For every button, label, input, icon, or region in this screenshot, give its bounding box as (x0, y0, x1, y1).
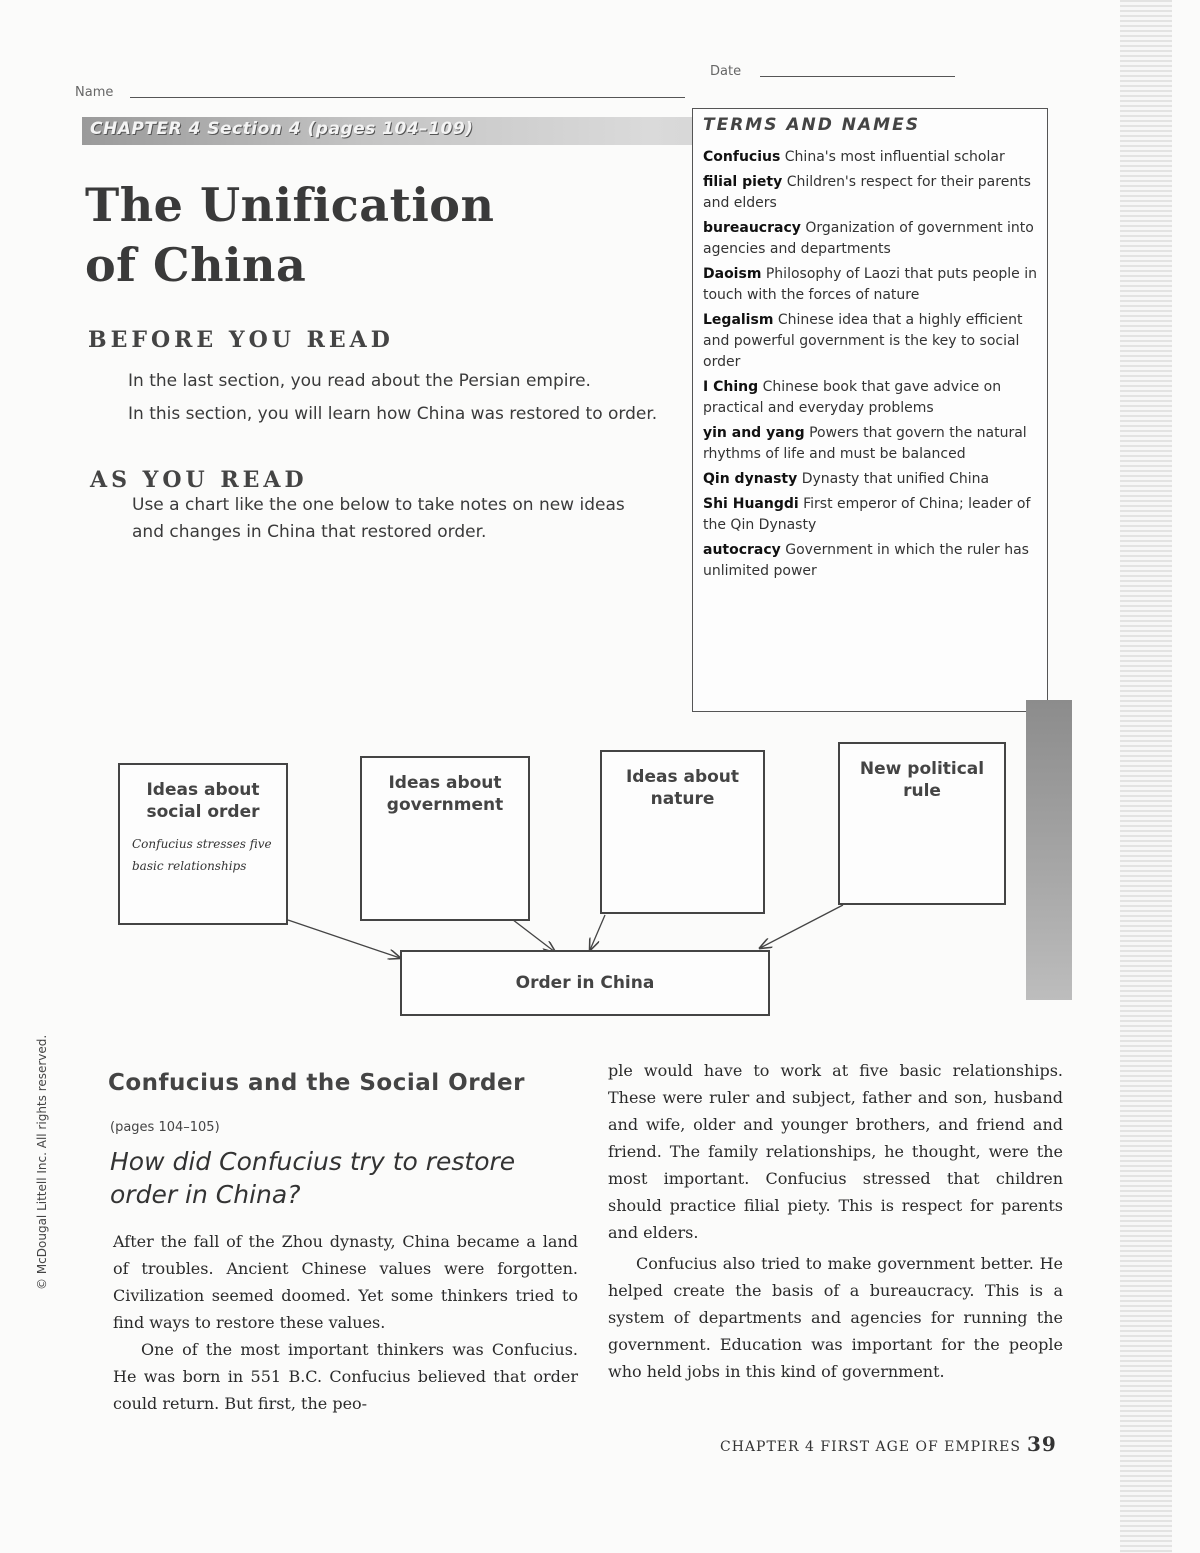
term-name: I Ching (703, 379, 759, 395)
title-line-2: of China (85, 238, 307, 292)
terms-and-names-heading: TERMS AND NAMES (703, 115, 920, 135)
section-title: Confucius and the Social Order (108, 1070, 525, 1096)
term-definition: Powers that govern the natural rhythms of life and must be balanced (703, 425, 1027, 462)
term-name: Qin dynasty (703, 471, 798, 487)
section-column-2 (608, 1057, 1063, 1385)
name-label: Name (75, 85, 114, 100)
chart-box-political-rule (838, 742, 1006, 905)
arrow-social-order (288, 920, 400, 958)
term-definition: Dynasty that unified China (801, 471, 990, 487)
chart-box-social-order-note: Confucius stresses five basic relationships (132, 837, 272, 873)
arrow-political-rule (760, 905, 843, 948)
term-definition: Chinese idea that a highly efficient and powerful government is the key to social order (703, 312, 1023, 370)
as-you-read-text: Use a chart like the one below to take notes on new ideas and changes in China that restored order. (132, 495, 625, 542)
section-pages: (pages 104–105) (110, 1120, 220, 1135)
page-number: 39 (1026, 1432, 1057, 1456)
term-definition: Organization of government into agencies and departments (703, 220, 1034, 257)
as-you-read-heading: AS YOU READ (90, 467, 308, 493)
term-name: Confucius (703, 149, 781, 165)
chart-box-nature-label: Ideas about nature (625, 767, 740, 809)
term-name: autocracy (703, 542, 781, 558)
chart-box-order-in-china-label: Order in China (515, 973, 655, 993)
chart-box-social-order-label: Ideas about social order (146, 780, 260, 822)
chart-box-social-order (118, 763, 288, 925)
footer-chapter-title: CHAPTER 4 FIRST AGE OF EMPIRES (720, 1439, 1021, 1455)
term-name: yin and yang (703, 425, 805, 441)
chart-box-nature (600, 750, 765, 914)
term-definition: Children's respect for their parents and elders (703, 174, 1031, 211)
before-you-read-heading: BEFORE YOU READ (88, 327, 394, 353)
chart-box-government (360, 756, 530, 921)
term-name: Daoism (703, 266, 762, 282)
section-question: How did Confucius try to restore order in China? (110, 1147, 516, 1209)
section-column-1 (113, 1228, 578, 1417)
column-2-paragraph-2: Confucius also tried to make government better. He helped create the basis of a bureaucracy. This is a system of departments and agencies for running the government. Education was important for the people who held jobs in this kind of government. (608, 1254, 1063, 1381)
column-1-paragraph-1: After the fall of the Zhou dynasty, China became a land of troubles. Ancient Chinese values were forgotten. Civilization seemed doomed. Yet some thinkers tried to find ways to restore these values. (113, 1232, 578, 1332)
chart-box-order-in-china (400, 950, 770, 1016)
term-name: filial piety (703, 174, 783, 190)
before-you-read-p2: In this section, you will learn how China was restored to order. (128, 404, 658, 424)
chart-box-government-label: Ideas about government (386, 773, 504, 815)
page-footer (720, 1432, 1057, 1456)
chart-box-political-rule-label: New political rule (859, 759, 985, 801)
before-you-read-p1: In the last section, you read about the Persian empire. (128, 371, 591, 391)
column-2-paragraph-1: ple would have to work at five basic relationships. These were ruler and subject, father and son, husband and wife, older and younger brothers, and friend and friend. The family relationships, he thought, were the most important. Confucius stressed that children should practice filial piety. This is respect for parents and elders. (608, 1061, 1063, 1242)
title-line-1: The Unification (85, 178, 495, 232)
chapter-section-label: CHAPTER 4 Section 4 (pages 104–109) (90, 119, 474, 139)
term-name: Shi Huangdi (703, 496, 799, 512)
date-label: Date (710, 64, 742, 79)
term-definition: China's most influential scholar (784, 149, 1005, 165)
term-definition: Philosophy of Laozi that puts people in touch with the forces of nature (703, 266, 1037, 303)
term-definition: Chinese book that gave advice on practical and everyday problems (703, 379, 1002, 416)
arrow-nature (590, 915, 605, 950)
copyright-notice: © McDougal Littell Inc. All rights reserved. (35, 1034, 49, 1290)
term-name: Legalism (703, 312, 774, 328)
term-definition: First emperor of China; leader of the Qin Dynasty (703, 496, 1031, 533)
term-definition: Government in which the ruler has unlimited power (703, 542, 1029, 579)
column-1-paragraph-2: One of the most important thinkers was Confucius. He was born in 551 B.C. Confucius believed that order could return. But first, the peo- (113, 1340, 578, 1413)
term-name: bureaucracy (703, 220, 801, 236)
